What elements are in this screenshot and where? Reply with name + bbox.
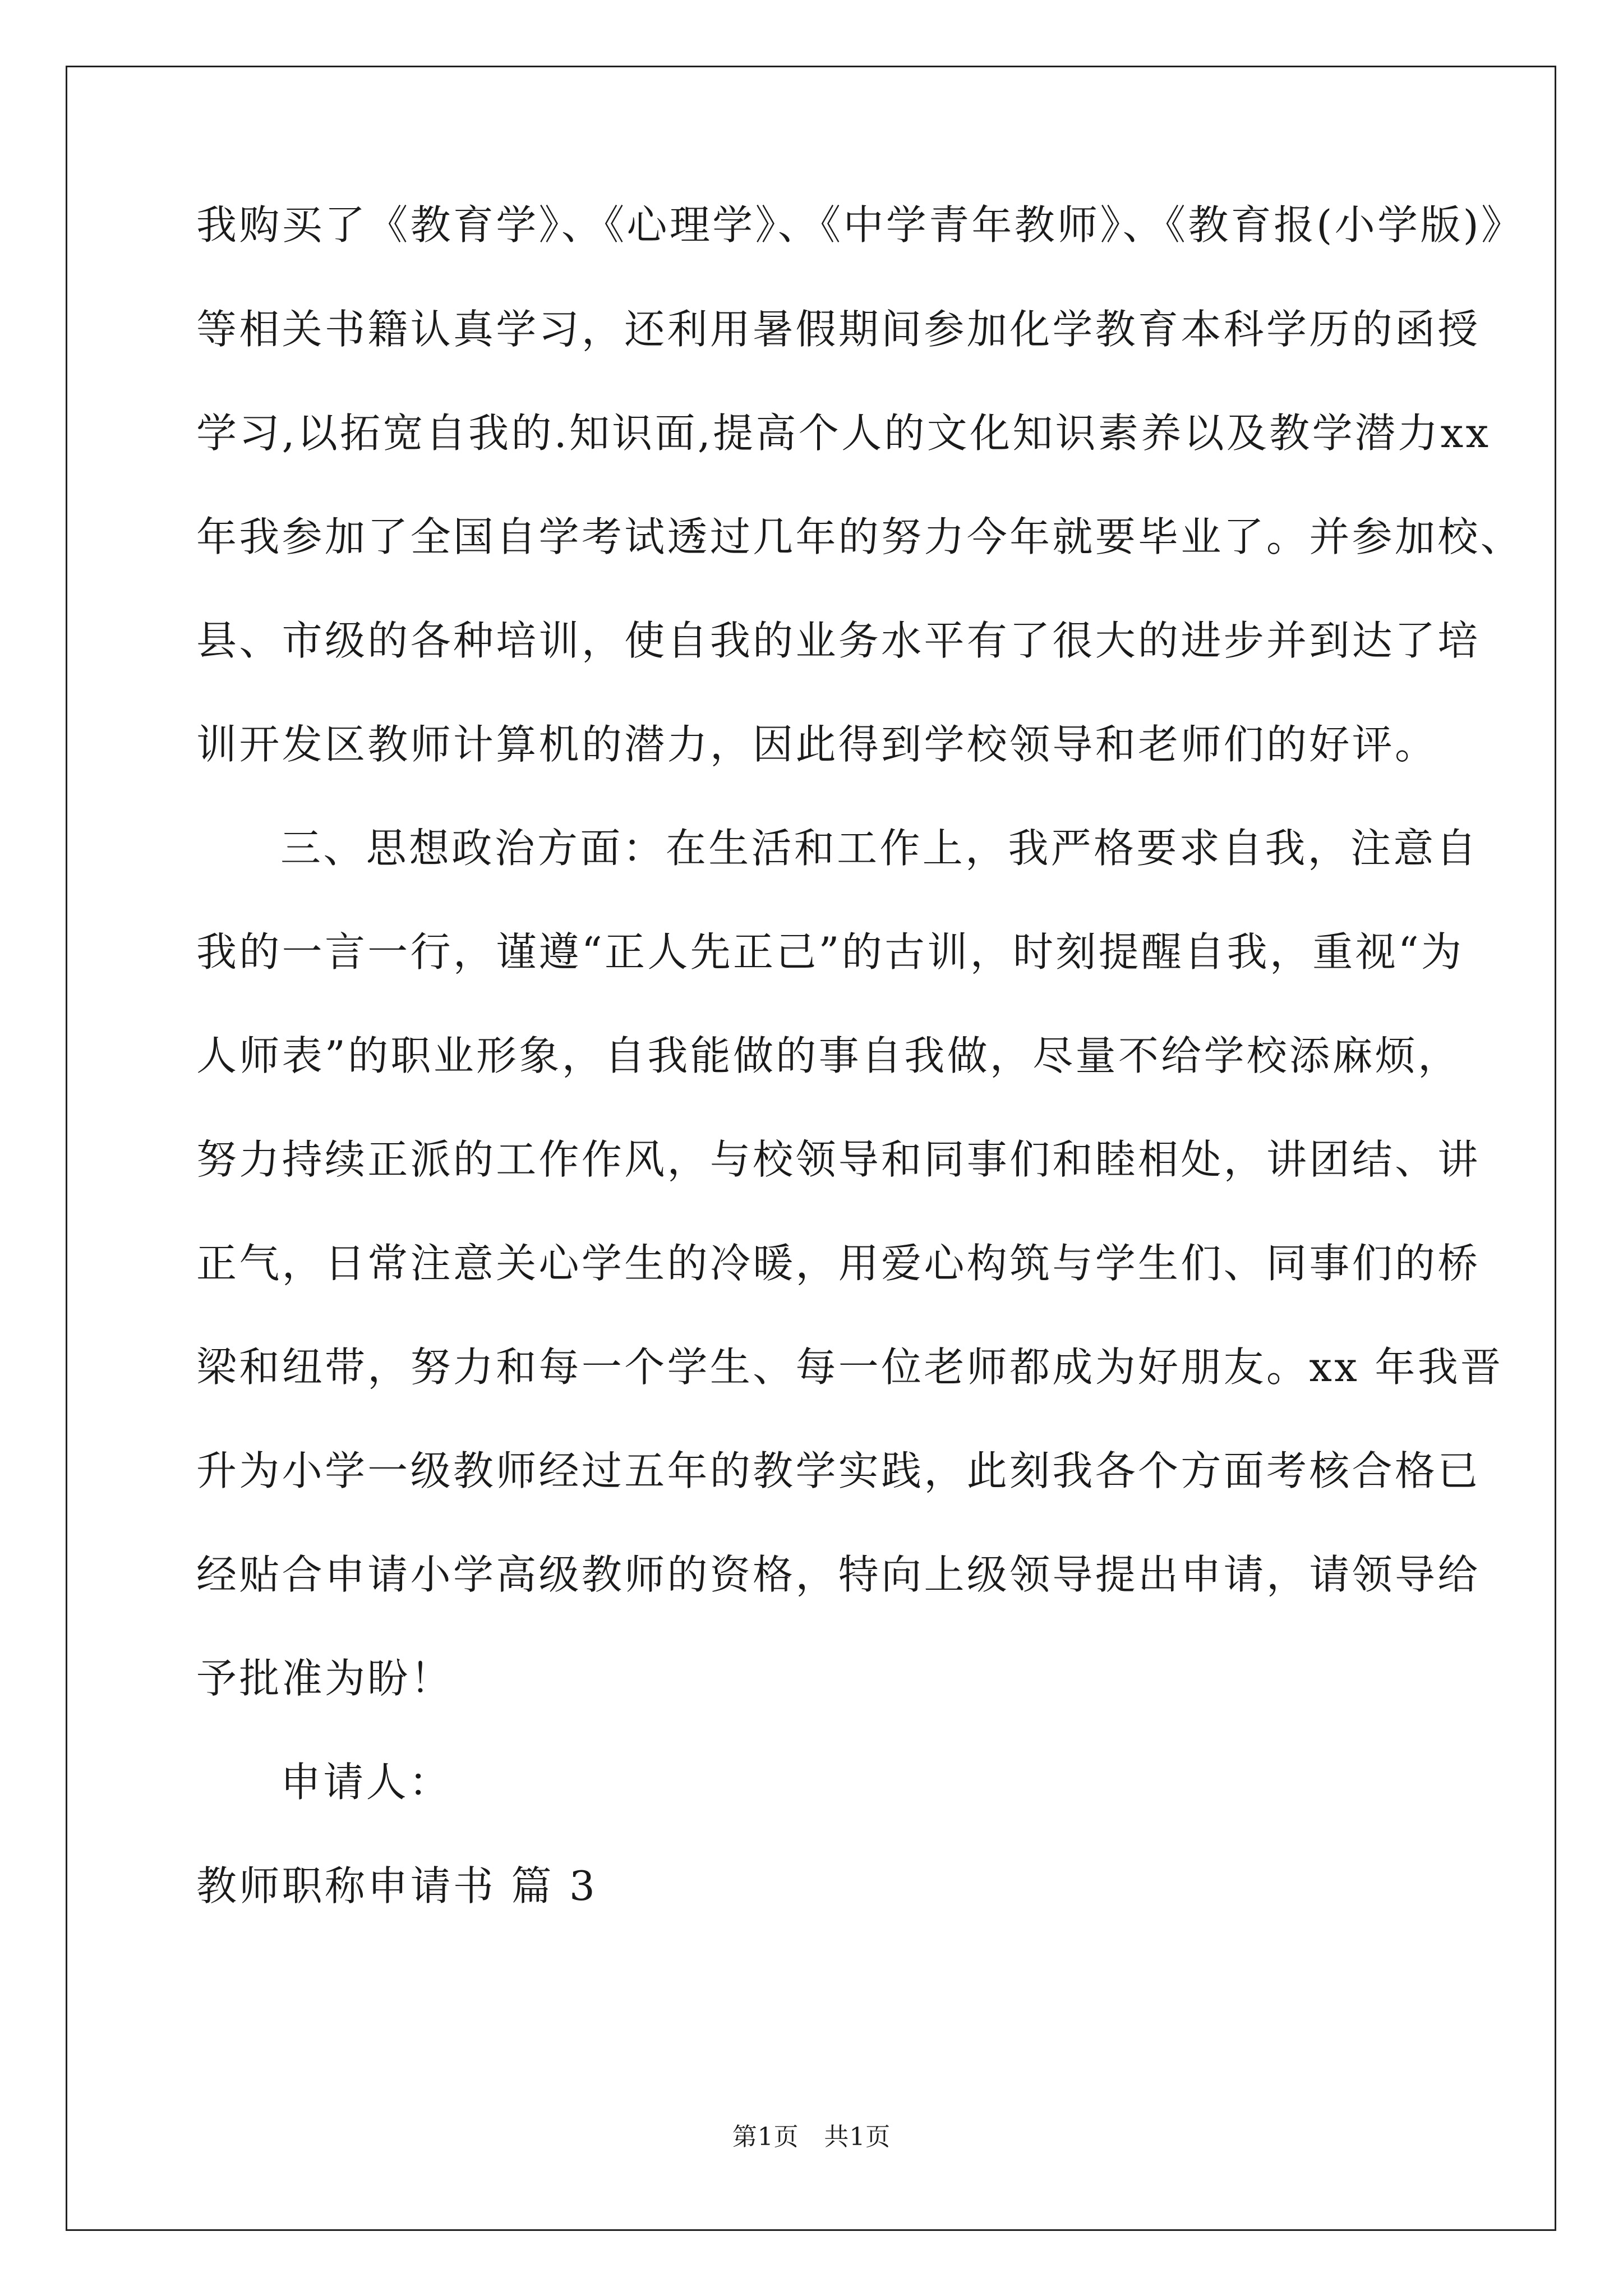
- text-line: 予批准为盼！: [196, 1655, 453, 1702]
- text-line: 县、市级的各种培训，使自我的业务水平有了很大的进步并到达了培: [196, 617, 1481, 664]
- text-line: 学习,以拓宽自我的.知识面,提高个人的文化知识素养以及教学潜力xx: [196, 409, 1491, 457]
- text-line: 梁和纽带，努力和每一个学生、每一位老师都成为好朋友。xx 年我晋: [196, 1343, 1504, 1391]
- text-line: 人师表”的职业形象，自我能做的事自我做，尽量不给学校添麻烦，: [196, 1032, 1461, 1079]
- text-line: 年我参加了全国自学考试透过几年的努力今年就要毕业了。并参加校、: [196, 513, 1523, 560]
- applicant-label: 申请人：: [280, 1759, 452, 1806]
- section-heading: 教师职称申请书 篇 3: [196, 1862, 598, 1910]
- text-line: 训开发区教师计算机的潜力，因此得到学校领导和老师们的好评。: [196, 721, 1438, 768]
- text-line: 努力持续正派的工作作风，与校领导和同事们和睦相处，讲团结、讲: [196, 1136, 1481, 1183]
- text-line: 正气，日常注意关心学生的冷暖，用爱心构筑与学生们、同事们的桥: [196, 1240, 1481, 1287]
- text-line: 经贴合申请小学高级教师的资格，特向上级领导提出申请，请领导给: [196, 1551, 1481, 1598]
- text-line: 升为小学一级教师经过五年的教学实践，此刻我各个方面考核合格已: [196, 1447, 1481, 1494]
- text-line: 我购买了《教育学》、《心理学》、《中学青年教师》、《教育报(小学版)》: [196, 201, 1524, 249]
- text-line: 我的一言一行，谨遵“正人先正己”的古训，时刻提醒自我，重视“为: [196, 928, 1464, 976]
- text-line: 等相关书籍认真学习，还利用暑假期间参加化学教育本科学历的函授: [196, 306, 1481, 353]
- paragraph-first-line: 三、思想政治方面：在生活和工作上，我严格要求自我，注意自: [280, 825, 1479, 872]
- page-footer: 第1页 共1页: [732, 2123, 891, 2151]
